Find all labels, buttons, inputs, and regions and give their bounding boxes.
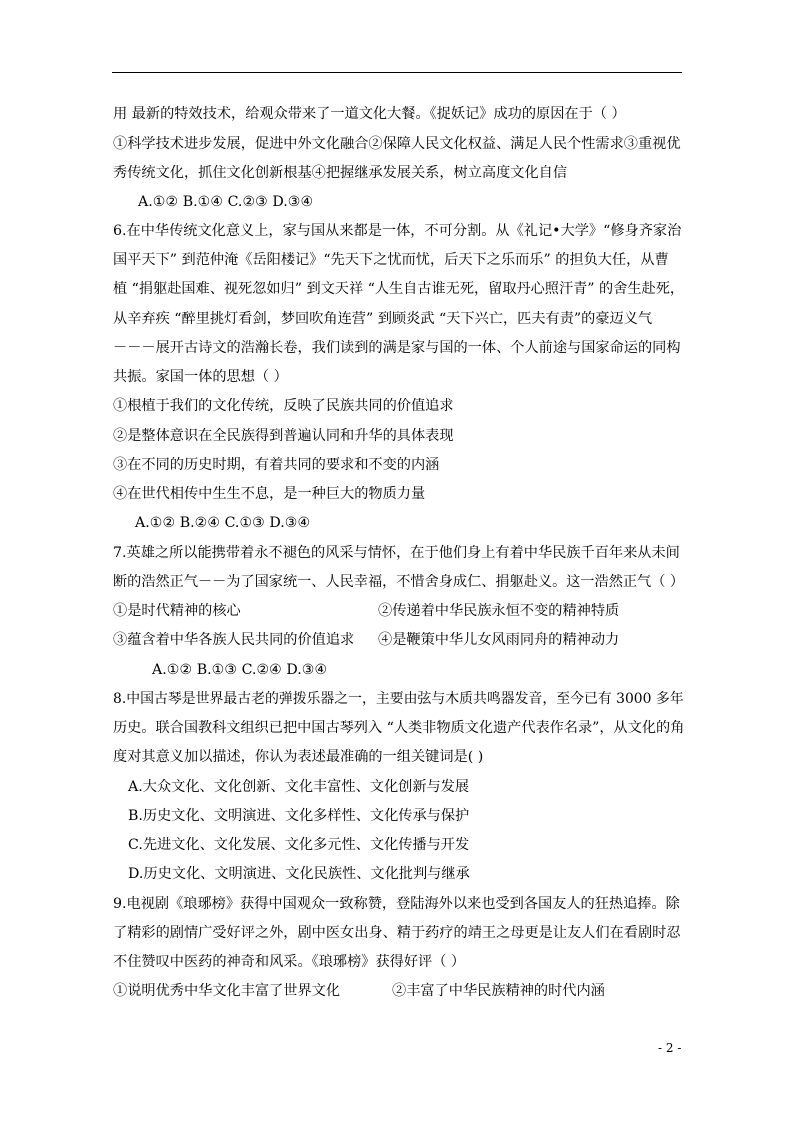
page-number: - 2 -: [658, 1041, 682, 1055]
option-c: C.先进文化、文化发展、文化多元性、文化传播与开发: [128, 837, 470, 853]
question-9: 9.电视剧《琅琊榜》获得中国观众一致称赞，登陆海外以来也受到各国友人的狂热追捧。除: [113, 896, 680, 912]
question-8: 8.中国古琴是世界最古老的弹拨乐器之一，主要由弦与木质共鸣器发音，至今已有 3000 多年: [113, 691, 684, 707]
statement-3: ③在不同的历史时期，有着共同的要求和不变的内涵: [113, 457, 440, 473]
answer-options: A.①② B.②④ C.①③ D.③④: [135, 515, 311, 531]
text-line: 历史。联合国教科文组织已把中国古琴列入 “人类非物质文化遗产代表作名录”，从文化的角: [113, 720, 685, 736]
answer-options: A.①② B.①④ C.②③ D.③④: [138, 194, 314, 210]
statement-1: ①根植于我们的文化传统，反映了民族共同的价值追求: [113, 398, 454, 414]
statement-2: ②传递着中华民族永恒不变的精神特质: [378, 603, 620, 619]
text-line: 了精彩的剧情广受好评之外，剧中医女出身、精于药疗的靖王之母更是让友人们在看剧时忍: [113, 925, 681, 941]
text-line: 从辛弃疾 “醉里挑灯看剑，梦回吹角连营” 到顾炎武 “天下兴亡，匹夫有责”的豪迈义气: [113, 311, 653, 327]
text-line: 共振。家国一体的思想（ ）: [113, 369, 288, 385]
header-rule: [112, 72, 682, 73]
option-b: B.历史文化、文明演进、文化多样性、文化传承与保护: [128, 808, 470, 824]
statement-1: ①是时代精神的核心: [113, 603, 241, 619]
statement-3: ③蕴含着中华各族人民共同的价值追求: [113, 632, 355, 648]
option-d: D.历史文化、文明演进、文化民族性、文化批判与继承: [128, 866, 470, 882]
statement-2: ②丰富了中华民族精神的时代内涵: [392, 983, 605, 999]
text-line: 不住赞叹中医药的神奇和风采。《琅琊榜》获得好评（ ）: [113, 954, 466, 970]
text-line: －－－展开古诗文的浩瀚长卷，我们读到的满是家与国的一体、个人前途与国家命运的同构: [113, 340, 681, 356]
statement-4: ④是鞭策中华儿女风雨同舟的精神动力: [378, 632, 620, 648]
answer-options: A.①② B.①③ C.②④ D.③④: [152, 662, 328, 678]
statement-1: ①说明优秀中华文化丰富了世界文化: [113, 983, 341, 999]
text-line: 秀传统文化，抓住文化创新根基④把握继承发展关系，树立高度文化自信: [113, 165, 568, 181]
question-6: 6.在中华传统文化意义上，家与国从来都是一体，不可分割。从《礼记•大学》“修身齐家治: [113, 223, 682, 239]
text-line: ①科学技术进步发展，促进中外文化融合②保障人民文化权益、满足人民个性需求③重视优: [113, 136, 681, 152]
text-line: 用 最新的特效技术，给观众带来了一道文化大餐。《捉妖记》成功的原因在于（ ）: [113, 106, 626, 122]
statement-4: ④在世代相传中生生不息，是一种巨大的物质力量: [113, 486, 426, 502]
text-line: 断的浩然正气－－为了国家统一、人民幸福，不惜舍身成仁、捐躯赴义。这一浩然正气（ ）: [113, 574, 685, 590]
statement-2: ②是整体意识在全民族得到普遍认同和升华的具体表现: [113, 428, 454, 444]
text-line: 度对其意义加以描述，你认为表述最准确的一组关键词是( ): [113, 749, 484, 765]
text-line: 植 “捐躯赴国难、视死忽如归” 到文天祥 “人生自古谁无死，留取丹心照汗青” 的舍生赴死，: [113, 281, 685, 297]
question-7: 7.英雄之所以能携带着永不褪色的风采与情怀，在于他们身上有着中华民族千百年来从未间: [113, 545, 680, 561]
text-line: 国平天下” 到范仲淹《岳阳楼记》“先天下之忧而忧，后天下之乐而乐” 的担负大任，从曹: [113, 252, 669, 268]
option-a: A.大众文化、文化创新、文化丰富性、文化创新与发展: [128, 779, 470, 795]
